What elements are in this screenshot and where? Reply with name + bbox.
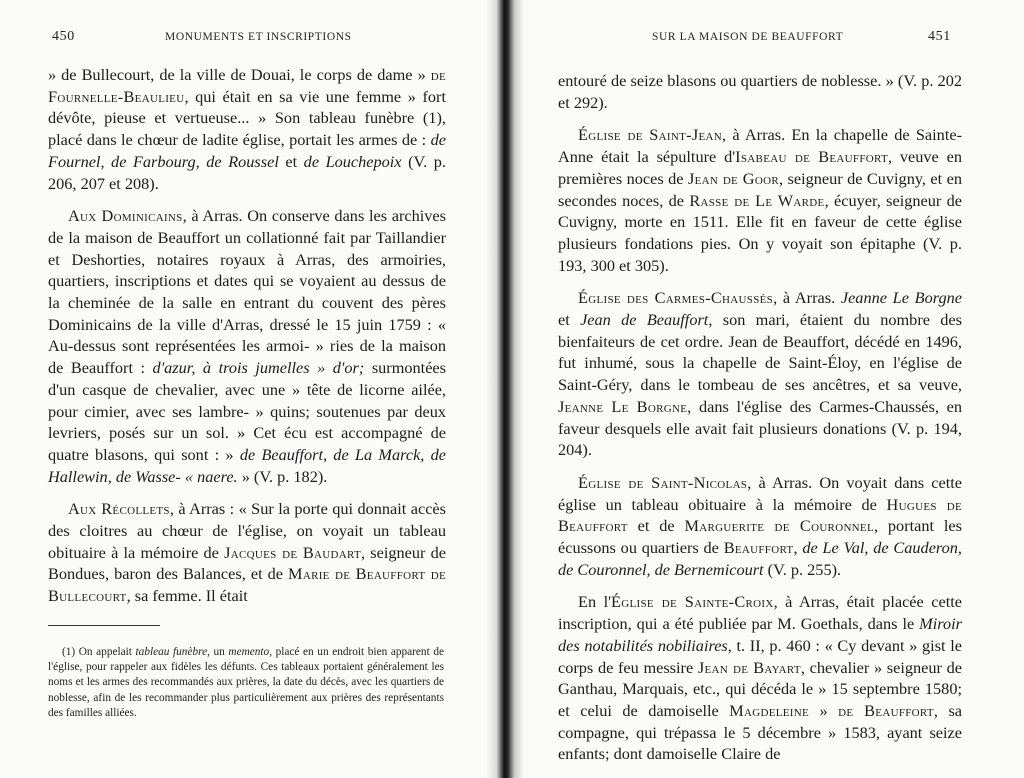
text-run: , chevalier » seigneur de Ganthau, Marquais, etc., qui décéda le » 15 septembre 1580; et celui de damoiselle: [558, 657, 963, 720]
text-run: , à Arras, était placée cette inscription, qui a été publiée par M. Goethals, dans le: [558, 592, 962, 634]
text-run-smallcaps: Aux Dominicains: [68, 206, 183, 226]
text-run: ,: [793, 538, 803, 558]
text-run-smallcaps: Rasse de Le Warde: [689, 190, 825, 210]
text-run: et: [558, 310, 581, 330]
text-run-italic: de Fournel, de Farbourg, de Roussel: [48, 130, 446, 171]
left-paragraph-3: [48, 498, 446, 607]
text-run: (V. p. 206, 207 et 208).: [48, 151, 446, 193]
right-page: [524, 0, 1024, 778]
text-run-italic: tableau funèbre: [135, 646, 208, 658]
text-run: entouré de seize blasons ou quartiers de noblesse. » (V. p. 202 et 292).: [558, 71, 962, 112]
right-body-text: [558, 70, 962, 776]
text-run-smallcaps: Église de Saint-Jean: [578, 125, 722, 145]
text-run-smallcaps: Église de Saint-Nicolas: [578, 472, 748, 492]
text-run: , à Arras. En la chapelle de Sainte-Anne était la sépulture d': [558, 125, 962, 167]
text-run-italic: Jeanne Le Borgne: [840, 288, 962, 308]
text-run: , veuve en premières noces de: [558, 147, 962, 188]
footnote: [48, 645, 444, 721]
text-run-italic: de Beauffort, de La Marck, de Hallewin, de Wasse- « naere.: [48, 444, 446, 486]
left-paragraph-1: [48, 64, 446, 194]
left-paragraph-2: [48, 205, 446, 487]
left-running-head: [0, 30, 486, 50]
text-run: , seigneur de Bondues, baron des Balances, et de: [48, 542, 446, 584]
text-run-smallcaps: Hugues de Beauffort: [558, 494, 962, 536]
right-paragraph-2: [558, 124, 962, 276]
text-run: En l': [578, 592, 612, 612]
text-run: et de: [627, 516, 685, 536]
text-run: et: [278, 151, 304, 171]
text-run: »: [809, 700, 839, 720]
text-run-smallcaps: Marguerite de Couronnel: [684, 516, 874, 536]
right-page-number: 451: [928, 29, 951, 44]
text-run-smallcaps: Jean de Bayart: [697, 657, 801, 677]
text-run: , t. II, p. 460 : « Cy devant » gist le corps de feu messire: [558, 635, 962, 677]
text-run: , à Arras : « Sur la porte qui donnait accès des cloitres au chœur de l'église, on voyait un tableau obituaire à la mémoire de: [48, 499, 446, 562]
text-run-smallcaps: Église des Carmes-Chaussés: [578, 288, 774, 308]
text-run-italic: d'azur, à trois jumelles » d'or;: [152, 358, 365, 378]
left-page-number: 450: [52, 29, 75, 44]
text-run-italic: Miroir des notabilités nobiliaires: [558, 614, 962, 655]
left-running-title: MONUMENTS ET INSCRIPTIONS: [165, 31, 352, 43]
right-running-head: [524, 30, 1024, 50]
text-run: (V. p. 255).: [763, 559, 842, 579]
text-run-italic: memento: [228, 646, 270, 658]
right-paragraph-4: [558, 472, 962, 581]
text-run-smallcaps: Beauffort: [723, 538, 794, 558]
text-run-smallcaps: Jean de Goor: [687, 168, 779, 188]
text-run-italic: de Louchepoix: [303, 151, 402, 171]
text-run-smallcaps: Aux Récollets: [68, 499, 170, 519]
text-run: , placé en un endroit bien apparent de l'église, pour rappeler aux fidèles les défunts. Ces tableaux portaient généralement les noms et les armes des recommandés aux prières, la date du décès, avec les quartiers de noblesse, afin de les recommander plus particulièrement aux prières des représentants des familles alliées.: [48, 646, 444, 719]
text-run: » (V. p. 182).: [237, 466, 328, 486]
footnote-divider: [48, 625, 160, 626]
text-run-smallcaps: Marie de Beauffort de Bullecourt: [48, 564, 446, 606]
text-run: (1) On appelait: [62, 646, 136, 658]
book-gutter: [486, 0, 524, 778]
text-run-smallcaps: Église de Sainte-Croix: [611, 592, 774, 612]
text-run-smallcaps: Jeanne Le Borgne: [558, 396, 688, 416]
text-run-italic: Jean de Beauffort: [580, 310, 709, 330]
right-paragraph-3: [558, 287, 962, 461]
text-run: , dans l'église des Carmes-Chaussés, en faveur desquels elle avait fait plusieurs donations (V. p. 194, 204).: [558, 396, 962, 460]
text-run: , seigneur de Cuvigny, et en secondes noces, de: [558, 168, 962, 210]
text-run-smallcaps: de Beauffort: [838, 700, 934, 720]
text-run: , à Arras. On conserve dans les archives de la maison de Beauffort un collationné fait par Taillandier et Deshorties, notaires royaux à Arras, des armoiries, quartiers, inscriptions et dates qui se voyaient au dessus de la cheminée de la salle en entrant du couvent des pères Dominicains de la ville d'Arras, dressé le 15 juin 1759 : « Au-dessus sont représentées les armoi- » ries de la maison de Beauffort :: [48, 206, 446, 378]
text-run-smallcaps: Isabeau de Beauffort: [735, 147, 888, 167]
right-paragraph-1: [558, 70, 962, 113]
text-run: , à Arras. On voyait dans cette église un tableau obituaire à la mémoire de: [558, 472, 963, 514]
text-run: , écuyer, seigneur de Cuvigny, morte en 1511. Elle fit en faveur de cette église plusieurs fondations pies. On y voyait son épitaphe (V. p. 193, 300 et 305).: [558, 190, 963, 275]
left-body-text: [48, 64, 446, 618]
left-page: [0, 0, 486, 778]
text-run-smallcaps: de Fournelle-Beaulieu: [48, 65, 446, 106]
text-run: , à Arras.: [773, 288, 841, 308]
text-run: , sa femme. Il était: [126, 586, 248, 606]
text-run-smallcaps: Magdeleine: [729, 700, 809, 720]
text-run-smallcaps: Jacques de Baudart: [224, 542, 361, 562]
text-run: , sa compagne, qui trépassa le 5 décembre » 1583, ayant seize enfants; dont damoiselle Claire de: [558, 700, 963, 764]
text-run: , un: [207, 646, 229, 658]
text-run: , portant les écussons ou quartiers de: [558, 516, 962, 558]
right-paragraph-5: [558, 591, 962, 765]
text-run: , qui était en sa vie une femme » fort dévôte, pieuse et vertueuse... » Son tableau funèbre (1), placé dans le chœur de ladite église, portait les armes de :: [48, 86, 446, 150]
text-run-italic: de Le Val, de Cauderon, de Couronnel, de Bernemicourt: [558, 538, 963, 579]
right-running-title: SUR LA MAISON DE BEAUFFORT: [652, 31, 844, 43]
text-run: , son mari, étaient du nombre des bienfaiteurs de cet ordre. Jean de Beauffort, décédé en 1496, fut inhumé, sous la chapelle de Saint-Éloy, en l'église de Saint-Géry, dans le tombeau de ses ancêtres, et sa veuve,: [558, 310, 962, 395]
text-run: » de Bullecourt, de la ville de Douai, le corps de dame »: [48, 65, 431, 84]
text-run: surmontées d'un casque de chevalier, avec une » tête de licorne ailée, pour cimier, avec ses lambre- » quins; soutenues par deux levriers, posés sur un sol. » Cet écu est accompagné de quatre blasons, qui sont : »: [48, 358, 446, 464]
